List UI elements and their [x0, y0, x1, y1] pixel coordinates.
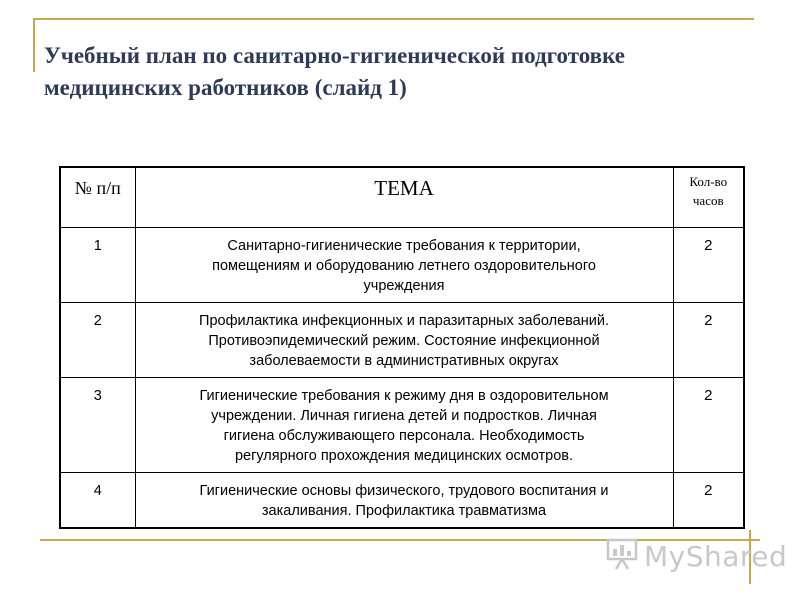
row-topic	[135, 228, 673, 303]
row-number: 4	[60, 473, 135, 529]
topic-line: регулярного прохождения медицинских осмотров.	[234, 448, 574, 464]
header-hours	[673, 167, 744, 228]
topic-line: учреждения	[363, 278, 445, 294]
slide-title	[44, 40, 744, 104]
topic-line: закаливания. Профилактика травматизма	[261, 503, 547, 519]
header-hours-line-2: часов	[692, 193, 724, 208]
row-number: 1	[60, 228, 135, 303]
topic-line: Гигиенические требования к режиму дня в оздоровительном	[199, 388, 609, 404]
row-hours: 2	[673, 473, 744, 529]
watermark-text: MyShared	[644, 539, 788, 573]
header-hours-line-1: Кол-во	[689, 174, 728, 189]
table-row	[60, 303, 744, 378]
row-topic	[135, 303, 673, 378]
table-header-row	[60, 167, 744, 228]
curriculum-table	[59, 166, 745, 529]
topic-line: Противоэпидемический режим. Состояние инфекционной	[208, 333, 600, 349]
header-number: № п/п	[60, 167, 135, 228]
row-hours: 2	[673, 303, 744, 378]
topic-line: заболеваемости в административных округах	[249, 353, 559, 369]
presentation-board-icon	[606, 537, 644, 576]
top-accent-line	[34, 18, 754, 20]
topic-line: Гигиенические основы физического, трудового воспитания и	[199, 483, 609, 499]
row-hours: 2	[673, 378, 744, 473]
topic-line: учреждении. Личная гигиена детей и подростков. Личная	[211, 408, 597, 424]
table-row	[60, 473, 744, 529]
watermark-logo[interactable]	[606, 536, 787, 576]
row-hours: 2	[673, 228, 744, 303]
row-topic	[135, 473, 673, 529]
topic-line: Профилактика инфекционных и паразитарных заболеваний.	[199, 313, 609, 329]
topic-line: Санитарно-гигиенические требования к территории,	[227, 238, 581, 254]
table-row	[60, 228, 744, 303]
slide-title-line-1: Учебный план по санитарно-гигиенической подготовке	[44, 43, 625, 68]
header-topic: ТЕМА	[135, 167, 673, 228]
table-row	[60, 378, 744, 473]
top-accent-line-vertical	[33, 18, 35, 72]
topic-line: помещениям и оборудованию летнего оздоровительного	[212, 258, 596, 274]
row-topic	[135, 378, 673, 473]
row-number: 3	[60, 378, 135, 473]
slide-title-line-2: медицинских работников (слайд 1)	[44, 75, 407, 100]
row-number: 2	[60, 303, 135, 378]
topic-line: гигиена обслуживающего персонала. Необходимость	[223, 428, 585, 444]
